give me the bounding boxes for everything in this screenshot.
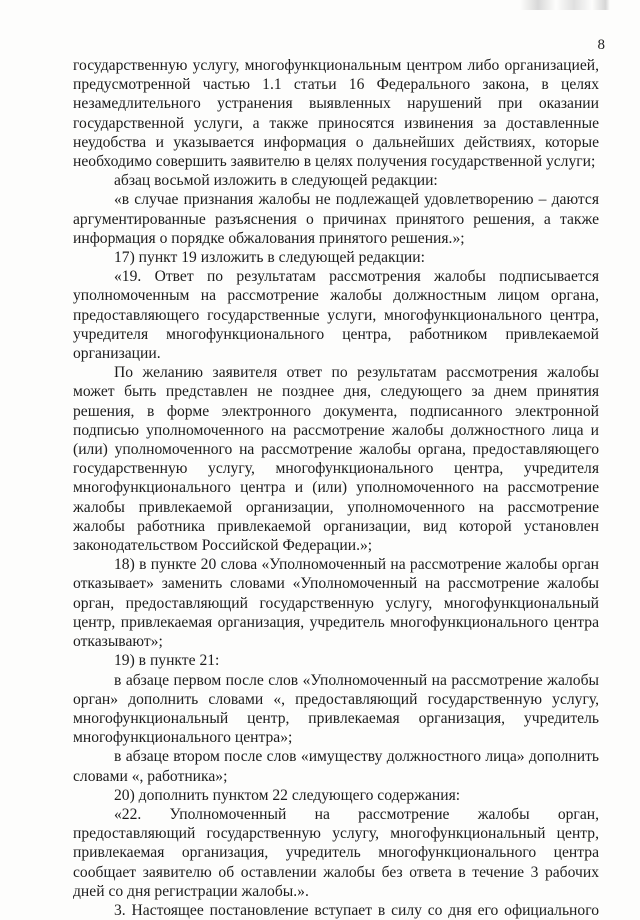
paragraph: в абзаце втором после слов «имуществу должностного лица» дополнить словами «, работника»; xyxy=(73,748,599,785)
paragraph: абзац восьмой изложить в следующей редакции: xyxy=(114,172,438,190)
paragraph: «22. Уполномоченный на рассмотрение жалобы орган, предоставляющий государственную услугу, многофункциональный центр, привлекаемая организация, учредитель многофункционального центра сообщает заявителю об оставлении жалобы без ответа в течение 3 рабочих дней со дня регистрации жалобы.». xyxy=(73,805,599,900)
paragraph: в абзаце первом после слов «Уполномоченный на рассмотрение жалобы орган» дополнить словами «, предоставляющий государственную услугу, многофункциональный центр, привлекаемая организация, учредитель многофункционального центра»; xyxy=(73,671,599,747)
page-number: 8 xyxy=(597,37,605,53)
paragraph: По желанию заявителя ответ по результатам рассмотрения жалобы может быть представлен не позднее дня, следующего за днем принятия решения, в форме электронного документа, подписанного электронной подписью уполномоченного на рассмотрение жалобы должностного лица и (или) уполномоченного на рассмотрение жалобы органа, предоставляющего государственную услугу, многофункционального центра, учредителя многофункционального центра и (или) уполномоченного на рассмотрение жалобы привлекаемой организации, уполномоченного на рассмотрение жалобы работника привлекаемой организации, вид которой установлен законодательством Российской Федерации.»; xyxy=(73,364,599,555)
paragraph: 3. Настоящее постановление вступает в силу со дня его официального xyxy=(114,901,599,919)
paragraph: 20) дополнить пунктом 22 следующего содержания: xyxy=(114,786,461,804)
document-body xyxy=(73,56,599,920)
scan-artifact xyxy=(520,0,610,10)
paragraph: государственную услугу, многофункциональным центром либо организацией, предусмотренной частью 1.1 статьи 16 Федерального закона, в целях незамедлительного устранения выявленных нарушений при оказании государственной услуги, а также приносятся извинения за доставленные неудобства и указывается информация о дальнейших действиях, которые необходимо совершить заявителю в целях получения государственной услуги; xyxy=(73,57,599,171)
paragraph: 19) в пункте 21: xyxy=(114,652,220,670)
paragraph: «19. Ответ по результатам рассмотрения жалобы подписывается уполномоченным на рассмотрение жалобы должностным лицом органа, предоставляющего государственные услуги, многофункционального центра, учредителя многофункционального центра, работником привлекаемой организации. xyxy=(73,268,599,363)
paragraph: 17) пункт 19 изложить в следующей редакции: xyxy=(114,249,425,267)
paragraph: «в случае признания жалобы не подлежащей удовлетворению – даются аргументированные разъяснения о причинах принятого решения, а также информация о порядке обжалования принятого решения.»; xyxy=(73,191,599,247)
paragraph: 18) в пункте 20 слова «Уполномоченный на рассмотрение жалобы орган отказывает» заменить словами «Уполномоченный на рассмотрение жалобы орган, предоставляющий государственную услугу, многофункциональный центр, привлекаемая организация, учредитель многофункционального центра отказывают»; xyxy=(73,556,599,651)
